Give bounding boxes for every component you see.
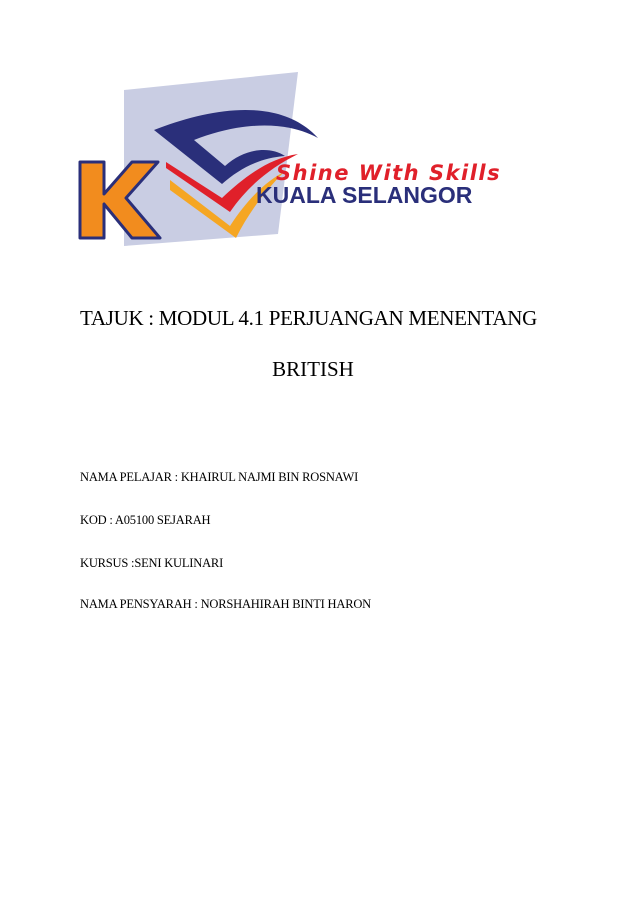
document-title-line-1: TAJUK : MODUL 4.1 PERJUANGAN MENENTANG [80,306,537,330]
document-title-line-2-text: BRITISH [272,357,354,381]
logo-place-name: KUALA SELANGOR [256,182,473,208]
document-title-line-2 [0,357,638,382]
student-name-field: NAMA PELAJAR : KHAIRUL NAJMI BIN ROSNAWI [80,470,359,484]
program-field: KURSUS :SENI KULINARI [80,556,224,570]
college-logo [70,68,550,248]
lecturer-name-field: NAMA PENSYARAH : NORSHAHIRAH BINTI HARON [80,597,371,611]
logo-tagline: Shine With Skills [276,161,502,185]
course-code-field: KOD : A05100 SEJARAH [80,513,211,527]
